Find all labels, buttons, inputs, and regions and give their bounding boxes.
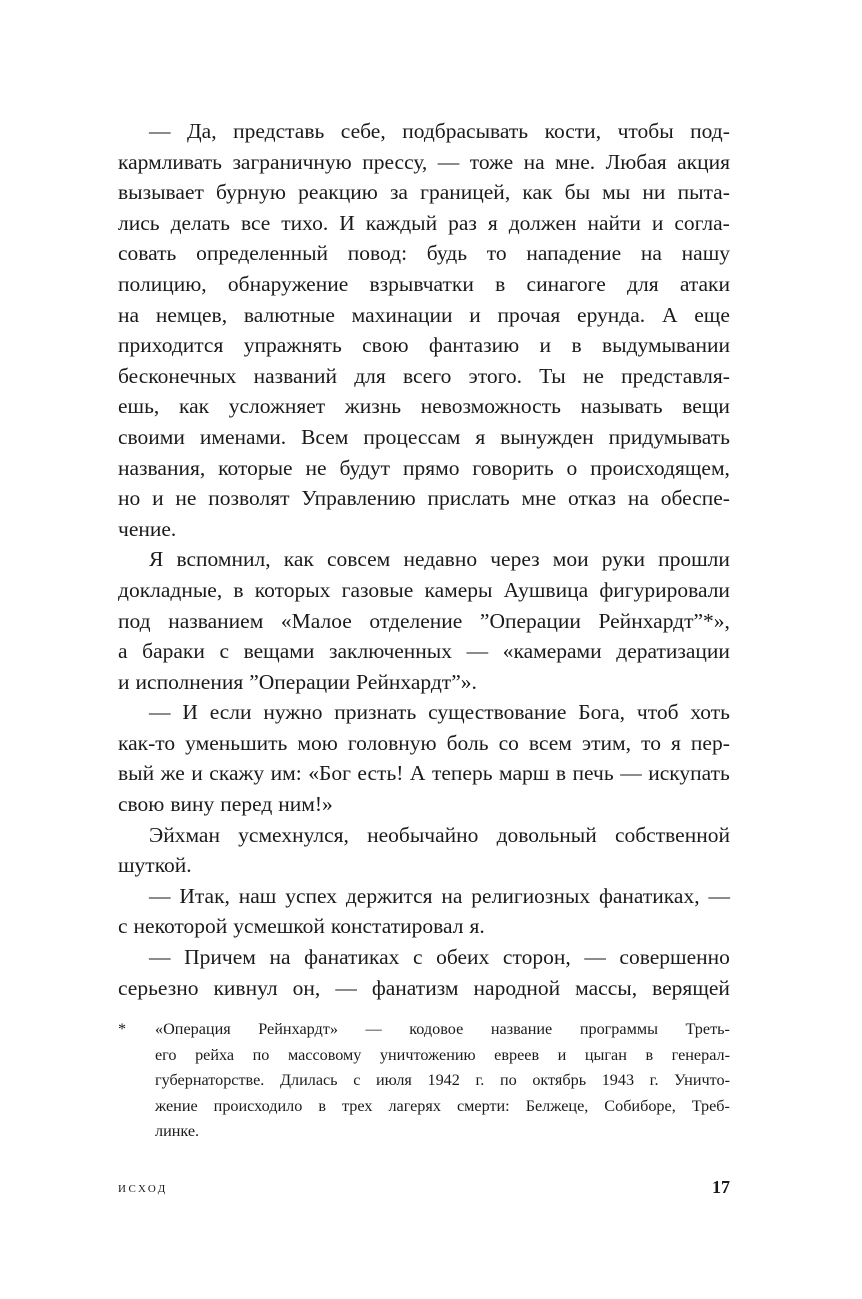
text-line: — Причем на фанатиках с обеих сторон, — совершенно — [149, 945, 730, 970]
text-line: серьезно кивнул он, — фанатизм народной массы, верящей — [118, 975, 730, 1000]
text-line: лись делать все тихо. И каждый раз я должен найти и согла- — [118, 210, 730, 235]
text-line: — Итак, наш успех держится на религиозных фанатиках, — — [149, 883, 730, 908]
text-line: на немцев, валютные махинации и прочая ерунда. А еще — [118, 302, 730, 327]
footnote-line: его рейха по массовому уничтожению евреев и цыган в генерал- — [155, 1045, 730, 1064]
text-line: ешь, как усложняет жизнь невозможность называть вещи — [118, 394, 730, 419]
text-line: Я вспомнил, как совсем недавно через мои руки прошли — [149, 547, 730, 572]
footnote-line: «Операция Рейнхардт» — кодовое название программы Треть- — [155, 1020, 730, 1038]
text-line: под названием «Малое отделение ”Операции Рейнхардт”*», — [118, 608, 730, 633]
page-number: 17 — [712, 1177, 730, 1197]
text-line: кармливать заграничную прессу, — тоже на мне. Любая акция — [118, 149, 730, 174]
text-line: и исполнения ”Операции Рейнхардт”». — [118, 669, 477, 694]
text-line: — Да, представь себе, подбрасывать кости, чтобы под- — [149, 119, 730, 143]
text-line: а бараки с вещами заключенных — «камерами дератизации — [118, 639, 730, 664]
text-line: с некоторой усмешкой констатировал я. — [118, 914, 485, 939]
text-line: своими именами. Всем процессам я вынужден придумывать — [118, 424, 730, 449]
text-line: Эйхман усмехнулся, необычайно довольный собственной — [149, 822, 730, 847]
text-line: докладные, в которых газовые камеры Аушвица фигурировали — [118, 577, 730, 602]
footnote — [118, 1017, 730, 1145]
text-line: бесконечных названий для всего этого. Ты не представля- — [118, 363, 730, 388]
text-line: полицию, обнаружение взрывчатки в синагоге для атаки — [118, 271, 730, 296]
footnote-marker: * — [118, 1020, 127, 1038]
running-head: исход — [118, 1180, 168, 1196]
text-line: шуткой. — [118, 853, 192, 878]
footnote-lines — [118, 1017, 730, 1145]
text-line: свою вину перед ним!» — [118, 792, 333, 817]
text-line: вый же и скажу им: «Бог есть! А теперь марш в печь — искупать — [118, 761, 730, 786]
text-line: как-то уменьшить мою головную боль со всем этим, то я пер- — [118, 730, 730, 755]
text-line: приходится упражнять свою фантазию и в выдумывании — [118, 333, 730, 358]
text-line: названия, которые не будут прямо говорить о происходящем, — [118, 455, 730, 480]
text-line: совать определенный повод: будь то нападение на нашу — [118, 241, 730, 266]
body-text — [118, 116, 730, 1003]
text-line: чение. — [118, 516, 177, 541]
text-line: вызывает бурную реакцию за границей, как бы мы ни пыта- — [118, 180, 730, 205]
text-line: но и не позволят Управлению прислать мне отказ на обеспе- — [118, 486, 730, 511]
footnote-line: линке. — [155, 1122, 200, 1140]
footnote-line: жение происходило в трех лагерях смерти: Белжеце, Собиборе, Треб- — [155, 1096, 730, 1115]
footnote-line: губернаторстве. Длилась с июля 1942 г. по октябрь 1943 г. Уничто- — [155, 1071, 730, 1089]
text-line: — И если нужно признать существование Бога, чтоб хоть — [149, 700, 730, 725]
